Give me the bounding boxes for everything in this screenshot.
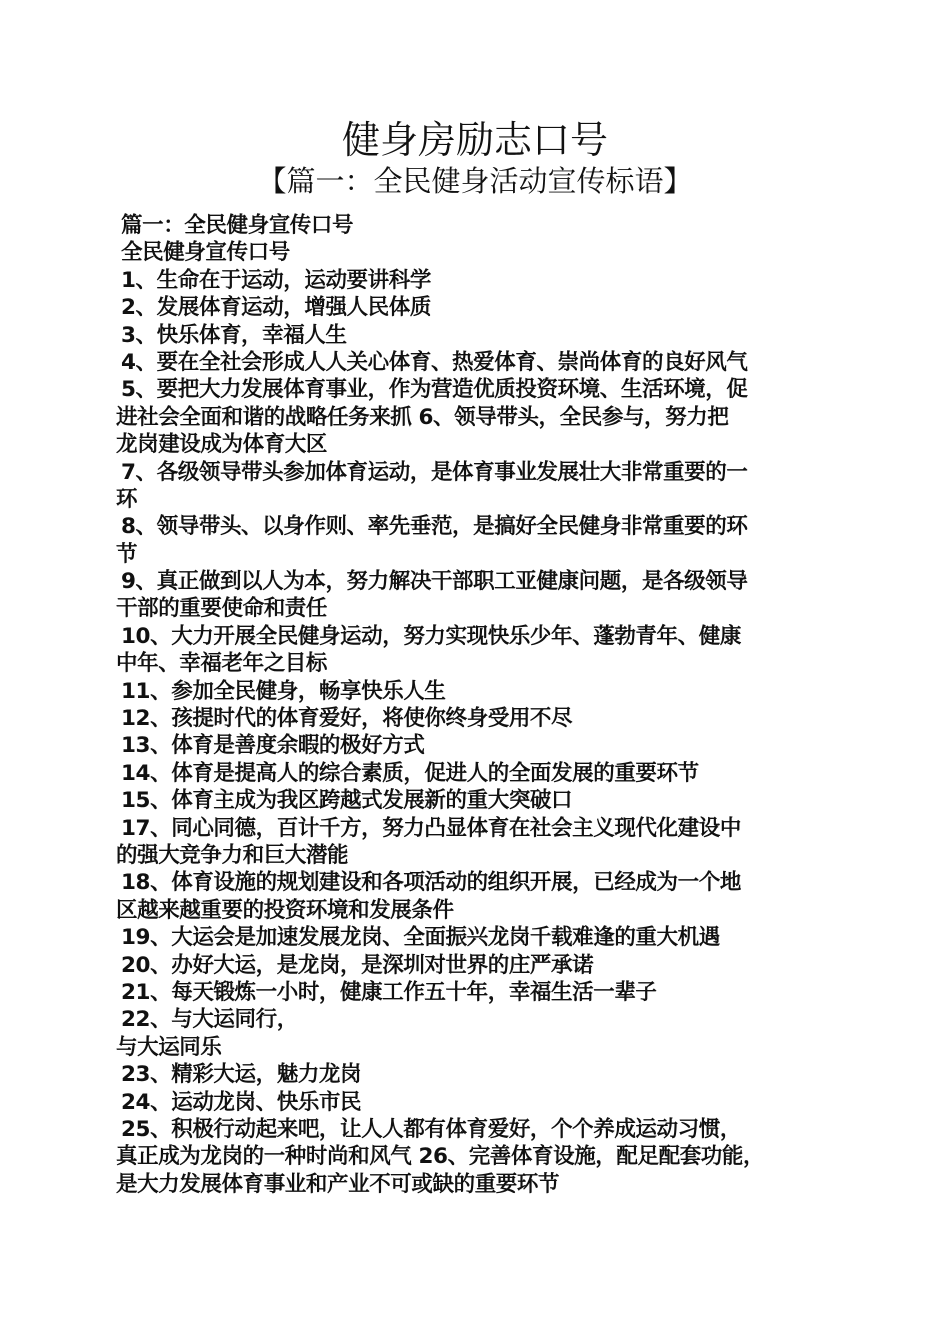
text-line: 全民健身宣传口号 [121,240,290,266]
text-line: 进社会全面和谐的战略任务来抓 6、领导带头，全民参与，努力把 [116,404,729,430]
text-line: 与大运同乐 [116,1034,222,1060]
text-line: 13、体育是善度余暇的极好方式 [121,733,425,759]
text-line: 中年、幸福老年之目标 [116,651,328,677]
text-line: 12、孩提时代的体育爱好，将使你终身受用不尽 [121,706,573,732]
text-line: 3、快乐体育，幸福人生 [121,322,347,348]
text-line: 19、大运会是加速发展龙岗、全面振兴龙岗千载难逢的重大机遇 [121,925,720,951]
text-line: 8、领导带头、以身作则、率先垂范，是搞好全民健身非常重要的环 [121,514,748,540]
text-line: 17、同心同德，百计千方，努力凸显体育在社会主义现代化建设中 [121,815,741,841]
text-line: 1、生命在于运动，运动要讲科学 [121,267,431,293]
text-line: 23、精彩大运，魅力龙岗 [121,1062,362,1088]
text-line: 是大力发展体育事业和产业不可或缺的重要环节 [116,1171,560,1197]
text-line: 节 [116,541,138,567]
text-line: 15、体育主成为我区跨越式发展新的重大突破口 [121,788,573,814]
document-subtitle: 【篇一：全民健身活动宣传标语】 [257,164,693,198]
text-line: 11、参加全民健身，畅享快乐人生 [121,678,446,704]
text-line: 14、体育是提高人的综合素质，促进人的全面发展的重要环节 [121,760,699,786]
text-line: 篇一：全民健身宣传口号 [121,213,354,238]
text-line: 环 [116,486,138,512]
document-title: 健身房励志口号 [341,118,608,162]
text-line: 的强大竞争力和巨大潜能 [116,842,349,868]
document-body [116,212,836,1198]
text-line: 25、积极行动起来吧，让人人都有体育爱好，个个养成运动习惯， [121,1116,741,1142]
text-line: 4、要在全社会形成人人关心体育、热爱体育、崇尚体育的良好风气 [121,349,748,375]
text-line: 9、真正做到以人为本，努力解决干部职工亚健康问题，是各级领导 [121,569,748,595]
text-line: 区越来越重要的投资环境和发展条件 [116,897,454,923]
text-line: 5、要把大力发展体育事业，作为营造优质投资环境、生活环境，促 [121,377,748,403]
text-line: 18、体育设施的规划建设和各项活动的组织开展，已经成为一个地 [121,870,741,896]
text-line: 7、各级领导带头参加体育运动，是体育事业发展壮大非常重要的一 [121,459,748,485]
text-line: 22、与大运同行， [121,1007,298,1033]
text-line: 20、办好大运，是龙岗，是深圳对世界的庄严承诺 [121,952,594,978]
text-line: 10、大力开展全民健身运动，努力实现快乐少年、蓬勃青年、健康 [121,623,741,649]
text-line: 干部的重要使命和责任 [116,596,328,622]
text-line: 真正成为龙岗的一种时尚和风气 26、完善体育设施，配足配套功能， [116,1144,765,1170]
text-line: 21、每天锻炼一小时，健康工作五十年，幸福生活一辈子 [121,979,657,1005]
text-line: 2、发展体育运动，增强人民体质 [121,295,431,321]
text-line: 龙岗建设成为体育大区 [116,432,328,458]
text-line: 24、运动龙岗、快乐市民 [121,1089,362,1115]
